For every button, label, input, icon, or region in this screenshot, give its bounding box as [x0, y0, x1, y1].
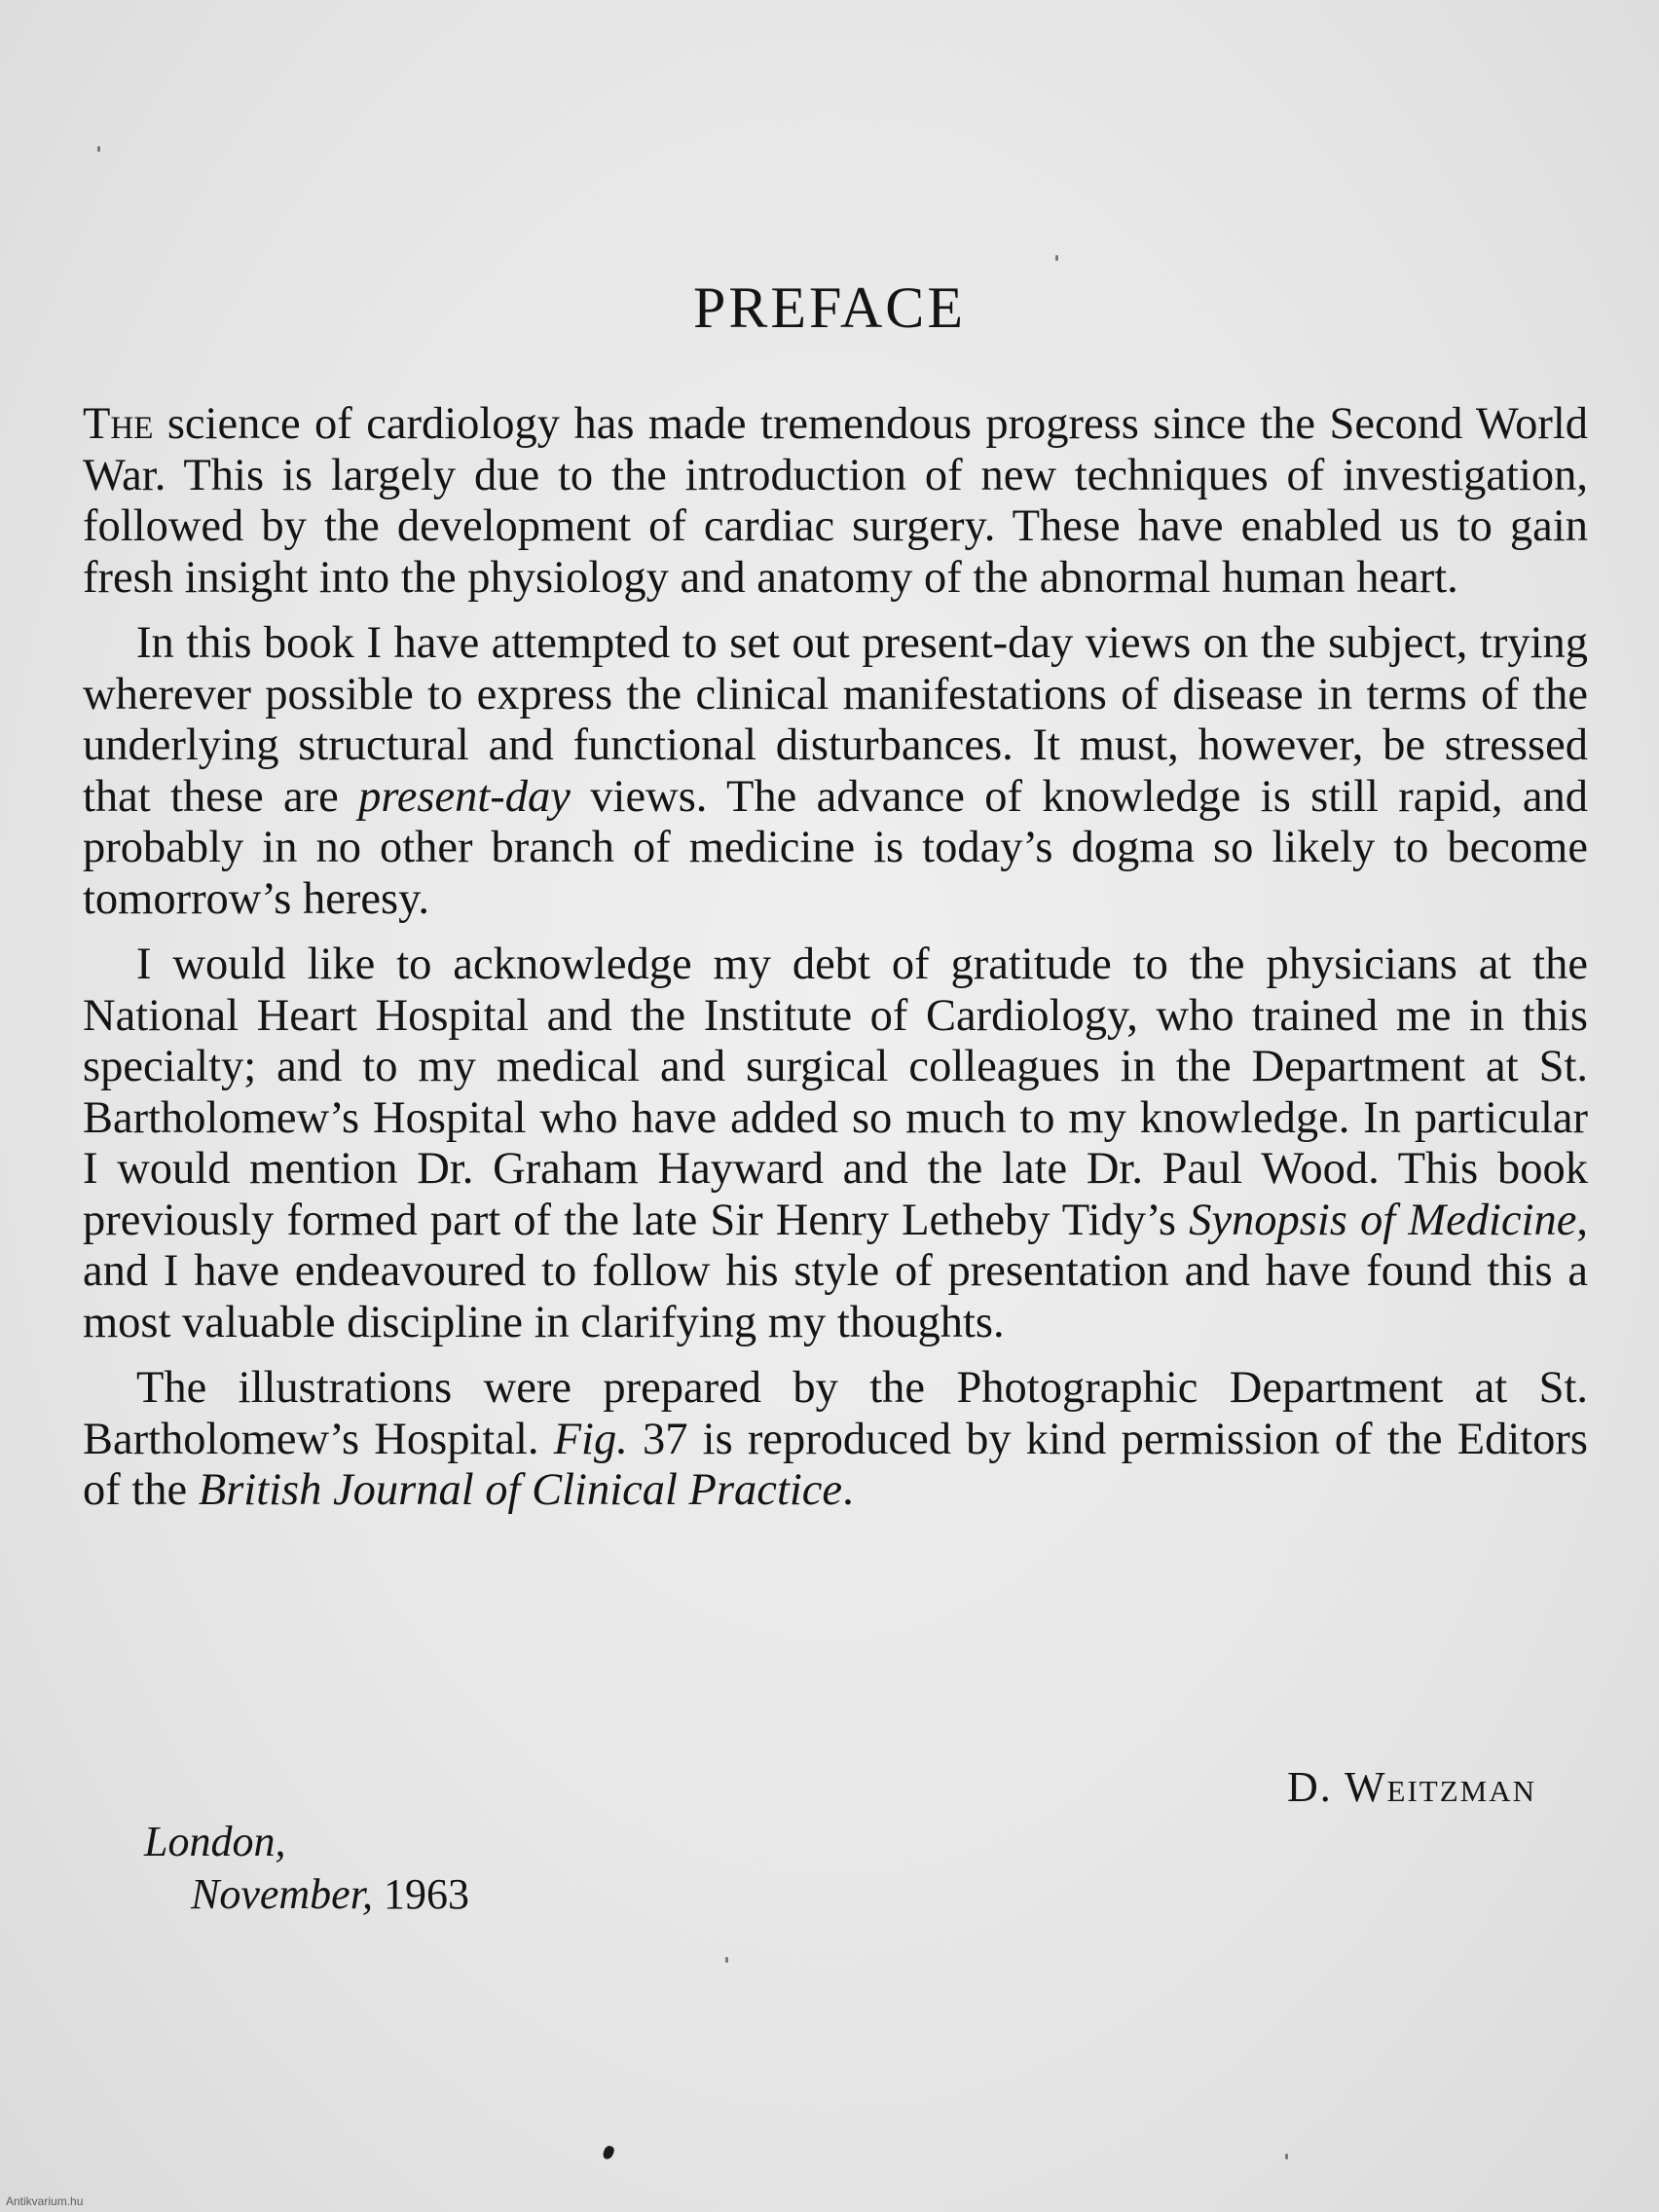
- paragraph-2-emphasis: present-day: [358, 771, 571, 822]
- paper-speck: [725, 1957, 728, 1963]
- paragraph-3-emphasis: Synopsis of Medicine: [1189, 1195, 1577, 1245]
- paragraph-4-emphasis-fig: Fig.: [553, 1414, 628, 1464]
- paragraph-4-after: .: [842, 1465, 854, 1515]
- paragraph-3-after: , and I have endeavoured to follow his style of presentation and have found this a most valuable discipline in clarifying my thoughts.: [83, 1195, 1588, 1347]
- paragraph-2: [83, 618, 1588, 925]
- paragraph-3-before: I would like to acknowledge my debt of gratitude to the physicians at the National Heart Hospital and the Institute of Cardiology, who trained me in this specialty; and to my medical and surgical colleagues in the Department at St. Bartholomew’s Hospital who have added so much to my knowledge. In particular I would mention Dr. Graham Hayward and the late Dr. Paul Wood. This book previously formed part of the late Sir Henry Letheby Tidy’s: [83, 940, 1588, 1245]
- date-month: November,: [191, 1870, 373, 1918]
- paragraph-4-before: The illustrations were prepared by the Photographic Department at St. Bartholomew’s Hospital.: [83, 1363, 1588, 1464]
- preface-body: [83, 399, 1588, 1531]
- place-line: London,: [144, 1818, 286, 1865]
- paragraph-4-emphasis-journal: British Journal of Clinical Practice: [198, 1465, 843, 1515]
- paragraph-2-before: In this book I have attempted to set out present-day views on the subject, trying wherever possible to express the clinical manifestations of disease in terms of the underlying structural and functional disturbances. It must, however, be stressed that these are: [83, 618, 1588, 822]
- date-line: [191, 1869, 469, 1919]
- page-title: PREFACE: [693, 276, 966, 340]
- paper-speck: [1285, 2154, 1288, 2159]
- date-year: 1963: [372, 1870, 469, 1918]
- paragraph-2-after: views. The advance of knowledge is still rapid, and probably in no other branch of medicine is today’s dogma so likely to become tomorrow’s heresy.: [83, 771, 1588, 924]
- paragraph-1-text: science of cardiology has made tremendous progress since the Second World War. This is largely due to the introduction of new techniques of investigation, followed by the development of cardiac surgery. These have enabled us to gain fresh insight into the physiology and anatomy of the abnormal human heart.: [83, 399, 1588, 603]
- paragraph-1-lead: The: [83, 399, 154, 449]
- paragraph-4-middle: 37 is reproduced by kind permission of the Editors of the: [83, 1414, 1588, 1515]
- paper-speck: [1055, 255, 1058, 261]
- site-watermark: Antikvarium.hu: [6, 2194, 84, 2208]
- ink-blot: [602, 2145, 615, 2161]
- paragraph-3: [83, 940, 1588, 1348]
- author-signature: D. Weitzman: [1287, 1763, 1536, 1811]
- paper-speck: [97, 146, 100, 152]
- paragraph-1: [83, 399, 1588, 604]
- paragraph-4: [83, 1363, 1588, 1517]
